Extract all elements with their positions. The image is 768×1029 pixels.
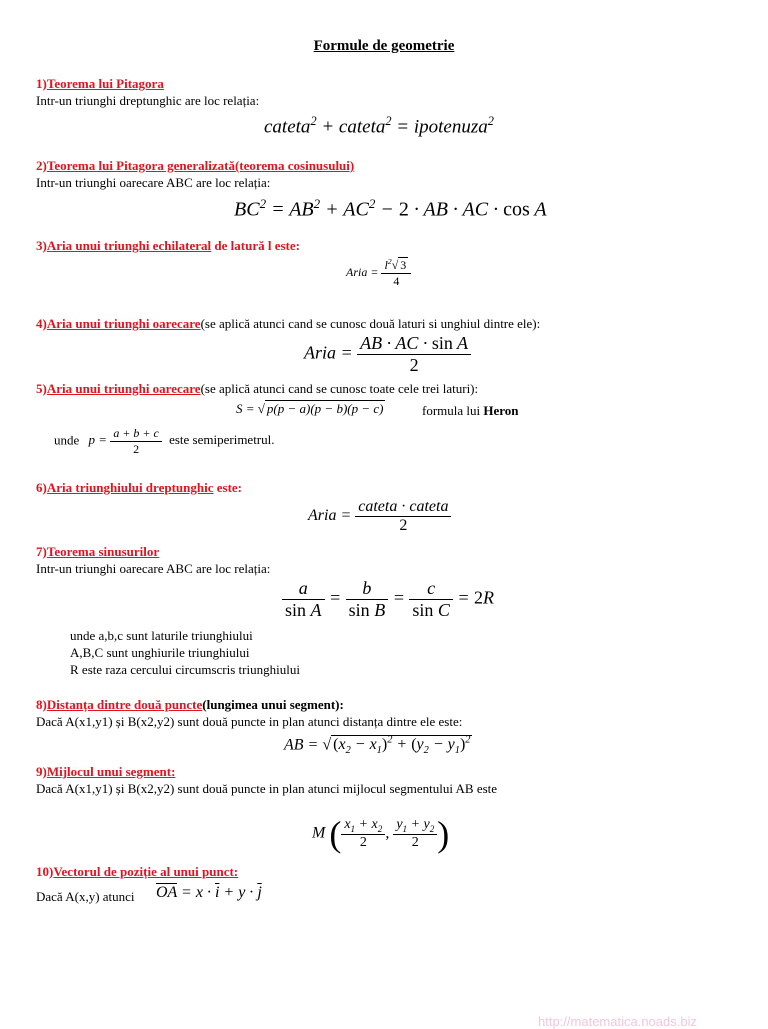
section-title-suffix: este: (213, 480, 242, 495)
section-8-text: Dacă A(x1,y1) și B(x2,y2) sunt două puncte in plan atunci distanța dintre ele este: (36, 714, 463, 729)
section-title: Teorema sinusurilor (46, 544, 160, 559)
section-number: 4) (36, 316, 47, 331)
sine-law-formula: $\frac{a}{\text{sin A}}$ = $\frac{b}{\text{sin B}}$ = $\frac{c}{\text{sin C}}$ = 2R (282, 578, 494, 621)
section-10-heading (36, 864, 238, 880)
sine-note-1: unde a,b,c sunt laturile triunghiului (70, 628, 253, 643)
section-7-text: Intr-un triunghi oarecare ABC are loc relația: (36, 561, 271, 576)
section-title: Mijlocul unui segment: (46, 764, 176, 779)
semiperimeter-text: este semiperimetrul. (169, 432, 275, 448)
midpoint-formula: M ( $\frac{x_1 + x_2}{2}$ , $\frac{y_1 + y_2}{2}$ ) (312, 814, 450, 854)
sine-note-2: A,B,C sunt unghiurile triunghiului (70, 645, 250, 660)
section-1-heading (36, 76, 164, 92)
section-title: Teorema lui Pitagora (46, 76, 164, 91)
section-3-heading (36, 238, 300, 254)
watermark-link[interactable]: http://matematica.noads.biz (538, 1014, 697, 1029)
section-note: (se aplică atunci cand se cunosc toate cele trei laturi): (200, 381, 479, 396)
section-number: 1) (36, 76, 47, 91)
section-5-heading (36, 381, 478, 397)
page-title: Formule de geometrie (313, 38, 455, 54)
section-2-text: Intr-un triunghi oarecare ABC are loc relația: (36, 175, 271, 190)
section-title: Teorema lui Pitagora generalizată(teorema cosinusului) (46, 158, 355, 173)
cosine-law-formula: $BC^2 = AB^2 + AC^2 - 2$ · AB · AC · cos A (234, 196, 547, 221)
equilateral-area-formula: Aria = $\frac{l^2√ 3}{4}$ (346, 257, 411, 289)
distance-formula: AB = √ $(x_2 - x_1)^2 + (y_2 - y_1)^2$ (284, 735, 471, 757)
heron-label (422, 403, 519, 419)
section-number: 8) (36, 697, 47, 712)
section-7-heading (36, 544, 159, 560)
section-title: Distanța dintre două puncte (46, 697, 203, 712)
unde-label: unde (54, 432, 80, 448)
heron-name: Heron (483, 403, 519, 418)
section-title: Aria triunghiului dreptunghic (46, 480, 214, 495)
section-title-suffix: (lungimea unui segment): (202, 697, 344, 712)
section-number: 9) (36, 764, 47, 779)
sine-note-3: R este raza cercului circumscris triunghiului (70, 662, 300, 677)
section-note: (se aplică atunci cand se cunosc două laturi si unghiul dintre ele): (200, 316, 541, 331)
section-9-heading (36, 764, 175, 780)
section-number: 10) (36, 864, 54, 879)
section-number: 3) (36, 238, 47, 253)
section-number: 5) (36, 381, 47, 396)
right-triangle-area-formula: Aria = $\frac{\text{cateta · cateta}}{2}$ (308, 498, 451, 535)
position-vector-formula: $\overline{OA} = x \cdot \overline{i} + y \cdot \overline{j}$ (156, 884, 262, 901)
section-title: Aria unui triunghi echilateral (46, 238, 212, 253)
section-title: Aria unui triunghi oarecare (46, 316, 201, 331)
section-2-heading (36, 158, 354, 174)
section-number: 6) (36, 480, 47, 495)
semiperimeter-line: unde p = $\frac{a + b + c}{2}$ este semiperimetrul. (54, 426, 275, 456)
section-6-heading (36, 480, 242, 496)
section-title: Vectorul de poziție al unui punct: (53, 864, 239, 879)
section-title: Aria unui triunghi oarecare (46, 381, 201, 396)
section-title-suffix: de latură l este: (211, 238, 300, 253)
heron-prefix: formula lui (422, 403, 484, 418)
section-9-text: Dacă A(x1,y1) și B(x2,y2) sunt două puncte in plan atunci mijlocul segmentului AB este (36, 781, 498, 796)
pythagoras-formula: cateta$^2$ + cateta$^2$ = ipotenuza$^2$ (264, 114, 494, 138)
section-4-heading (36, 316, 540, 332)
section-10-text: Dacă A(x,y) atunci (36, 889, 135, 904)
section-number: 7) (36, 544, 47, 559)
heron-formula: S = √ p(p − a)(p − b)(p − c) (236, 401, 384, 416)
section-8-heading (36, 697, 344, 713)
section-number: 2) (36, 158, 47, 173)
section-1-text: Intr-un triunghi dreptunghic are loc relația: (36, 93, 260, 108)
triangle-area-sine-formula: Aria = $\frac{\text{AB · AC · sin A}}{2}$ (304, 333, 471, 376)
